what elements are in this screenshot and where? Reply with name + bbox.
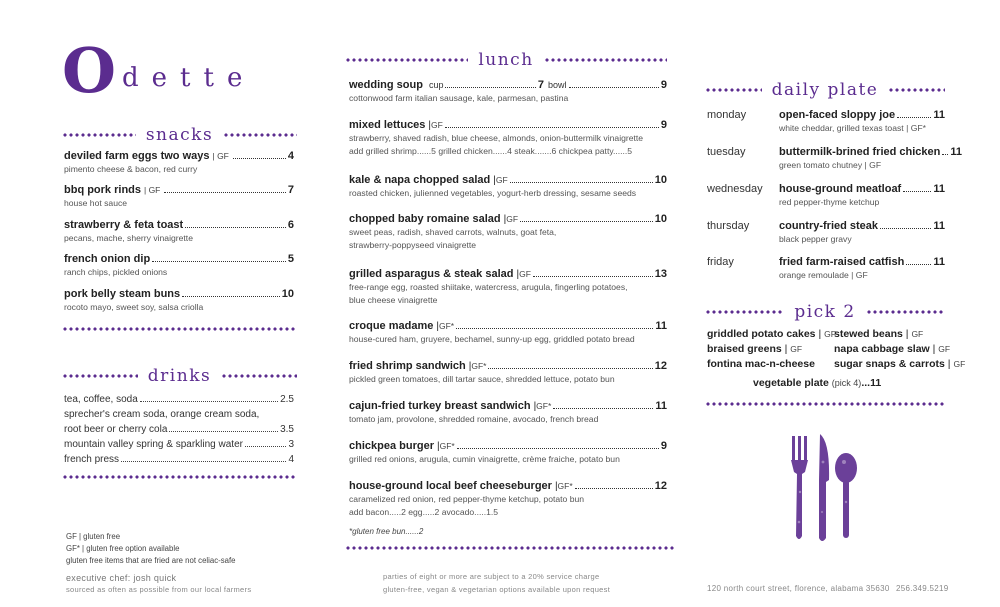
logo-rest: dette: [122, 63, 256, 93]
utensils-icon: [788, 432, 860, 546]
dot-leader: [140, 394, 278, 402]
drink-text: tea, coffee, soda: [64, 394, 138, 405]
drink-line: [64, 424, 294, 435]
lunch-item: [349, 213, 667, 251]
snack-name: pork belly steam buns: [64, 288, 181, 300]
daily-dish-price: 11: [933, 220, 945, 232]
daily-dish-name: buttermilk-brined fried chicken: [779, 146, 941, 158]
snack-item: [64, 253, 294, 278]
snack-description: ranch chips, pickled onions: [64, 267, 168, 277]
gf-badge: GF*: [471, 361, 487, 371]
lunch-line: [349, 268, 667, 280]
dot-leader: [152, 253, 286, 262]
dot-leader: [445, 79, 535, 88]
lunch-item-price: 13: [654, 268, 667, 280]
snack-name: strawberry & feta toast: [64, 219, 184, 231]
lunch-item-description: grilled red onions, arugula, cumin vinaigrette, crème fraiche, potato bun: [349, 454, 620, 464]
snack-description: house hot sauce: [64, 198, 128, 208]
lunch-item-price: 9: [660, 119, 667, 131]
snack-item: [64, 150, 294, 175]
chef-credit: executive chef: josh quick: [66, 573, 177, 583]
dot-leader: [520, 213, 653, 222]
lunch-item: [349, 268, 667, 306]
vegetable-plate-price: ...11: [861, 377, 882, 389]
dot-leader: [880, 220, 931, 229]
daily-line: [779, 183, 945, 195]
separator: |: [516, 269, 520, 280]
dot-leader: [456, 320, 653, 329]
separator: |: [944, 358, 954, 370]
side-dish: [707, 343, 802, 355]
lunch-item-name: fried shrimp sandwich: [349, 360, 466, 372]
dot-leader: [575, 480, 653, 489]
gf-badge: GF*: [557, 481, 573, 491]
daily-dish: [779, 256, 945, 281]
lunch-line: [349, 174, 667, 186]
logo: [62, 36, 255, 106]
snack-item: [64, 288, 294, 313]
daily-line: [779, 109, 945, 121]
drink-text: mountain valley spring & sparkling water: [64, 439, 243, 450]
side-dish-name: braised greens: [707, 343, 782, 355]
divider: [705, 309, 784, 315]
dot-leader: [488, 360, 652, 369]
side-dish-name: fontina mac-n-cheese: [707, 358, 815, 370]
lunch-item: [349, 79, 667, 104]
lunch-item-price: 12: [654, 480, 667, 492]
drink-line: [64, 439, 294, 450]
address: 120 north court street, florence, alabama 35630: [707, 584, 890, 593]
day-name: tuesday: [707, 146, 746, 158]
snack-description: pimento cheese & bacon, red curry: [64, 164, 198, 174]
snack-price: 6: [287, 219, 294, 231]
lunch-item-price: 12: [654, 360, 667, 372]
daily-dish: [779, 220, 945, 245]
cup-price: 7: [537, 79, 544, 91]
bowl-label: bowl: [547, 80, 567, 90]
daily-description-row: [779, 122, 945, 134]
daily-dish: [779, 109, 945, 134]
day-name: thursday: [707, 220, 750, 232]
lunch-line: [349, 119, 667, 131]
lunch-item-price: 11: [655, 320, 667, 332]
separator: |: [815, 328, 825, 340]
lunch-item-description: free-range egg, roasted shiitake, watercress, arugula, fingerling potatoes,: [349, 282, 628, 292]
dot-leader: [169, 424, 278, 432]
snack-line: [64, 150, 294, 162]
pick2-title: pick 2: [794, 302, 856, 322]
separator: |: [554, 481, 558, 492]
divider: [345, 57, 468, 63]
gf-badge: GF: [953, 359, 966, 369]
dot-leader: [457, 440, 659, 449]
side-dish-name: stewed beans: [834, 328, 903, 340]
gf-badge: GF: [495, 175, 508, 185]
vegetable-plate-label: vegetable plate: [753, 377, 829, 389]
lunch-item: [349, 360, 667, 385]
lunch-line: [349, 213, 667, 225]
gf-badge: GF: [911, 329, 924, 339]
lunch-item-description: strawberry, shaved radish, blue cheese, almonds, onion-buttermilk vinaigrette: [349, 133, 644, 143]
snack-name: french onion dip: [64, 253, 151, 265]
gf-badge: GF: [790, 344, 803, 354]
lunch-line: [349, 360, 667, 372]
lunch-item: [349, 320, 667, 345]
snack-name: bbq pork rinds: [64, 184, 141, 196]
lunch-item-name: house-ground local beef cheeseburger: [349, 480, 552, 492]
vegetable-plate: [753, 377, 881, 389]
lunch-line: [349, 480, 667, 492]
snack-line: [64, 253, 294, 265]
side-dish: [834, 328, 923, 340]
gf-badge: GF: [938, 344, 951, 354]
daily-dish-description: orange remoulade: [779, 270, 849, 280]
side-dish: [834, 358, 965, 370]
snack-description: rocoto mayo, sweet soy, salsa criolla: [64, 302, 204, 312]
gf-legend: [66, 531, 235, 567]
drink-line: [64, 454, 294, 465]
divider: [705, 87, 762, 93]
daily-row: [707, 109, 945, 141]
daily-plate-title: daily plate: [771, 80, 879, 100]
snack-price: 7: [287, 184, 294, 196]
lunch-line: [349, 79, 667, 91]
legend-gf: GF | gluten free: [66, 532, 121, 541]
lunch-item: [349, 440, 667, 465]
snack-price: 5: [287, 253, 294, 265]
divider: [221, 373, 297, 379]
separator: |: [428, 120, 432, 131]
divider: [62, 373, 138, 379]
side-dish-name: napa cabbage slaw: [834, 343, 930, 355]
daily-dish-name: open-faced sloppy joe: [779, 109, 896, 121]
lunch-item-price: 10: [654, 213, 667, 225]
gf-badge: GF: [855, 270, 868, 280]
lunch-item-description: pickled green tomatoes, dill tartar sauce, shredded lettuce, potato bun: [349, 374, 615, 384]
side-dish-name: sugar snaps & carrots: [834, 358, 945, 370]
daily-dish-name: fried farm-raised catfish: [779, 256, 905, 268]
daily-dish-price: 11: [933, 183, 945, 195]
lunch-item-name: grilled asparagus & steak salad: [349, 268, 514, 280]
lunch-item-description: cottonwood farm italian sausage, kale, parmesan, pastina: [349, 93, 569, 103]
daily-description-row: [779, 159, 945, 171]
legend-note: gluten free items that are fried are not celiac-safe: [66, 556, 236, 565]
daily-dish-price: 11: [950, 146, 963, 158]
day-name: friday: [707, 256, 734, 268]
daily-row: [707, 146, 963, 178]
lunch-item-name: mixed lettuces: [349, 119, 426, 131]
snack-item: [64, 184, 294, 209]
gluten-free-bun-note: *gluten free bun......2: [349, 527, 424, 536]
daily-dish-name: country-fried steak: [779, 220, 879, 232]
drinks-header: [62, 366, 297, 386]
daily-dish-price: 11: [933, 256, 945, 268]
separator: |: [468, 361, 472, 372]
dot-leader: [185, 219, 286, 228]
daily-plate-header: [705, 80, 945, 100]
gf-badge: GF: [869, 160, 882, 170]
dot-leader: [553, 400, 653, 409]
separator: |: [503, 214, 507, 225]
bowl-price: 9: [660, 79, 668, 91]
daily-row: [707, 183, 945, 215]
separator: |: [436, 441, 440, 452]
lunch-item-name: cajun-fried turkey breast sandwich: [349, 400, 531, 412]
separator: |: [781, 343, 791, 355]
lunch-item-name: chopped baby romaine salad: [349, 213, 501, 225]
drink-price: 2.5: [280, 394, 294, 405]
gf-badge: | GF: [212, 151, 229, 161]
daily-dish: [779, 146, 963, 171]
sourced-note: sourced as often as possible from our local farmers: [66, 585, 252, 594]
lunch-item: [349, 119, 667, 157]
lunch-line: [349, 400, 667, 412]
lunch-item-name: chickpea burger: [349, 440, 434, 452]
lunch-item-description: strawberry-poppyseed vinaigrette: [349, 240, 477, 250]
logo-initial: O: [62, 34, 117, 107]
dot-leader: [510, 174, 653, 183]
side-dish-name: griddled potato cakes: [707, 328, 816, 340]
lunch-item: [349, 174, 667, 199]
daily-dish-name: house-ground meatloaf: [779, 183, 902, 195]
lunch-item-description: house-cured ham, gruyere, bechamel, sunny-up egg, griddled potato bread: [349, 334, 635, 344]
daily-description-row: [779, 269, 945, 281]
gf-badge: GF: [824, 329, 836, 339]
separator: |: [436, 321, 439, 332]
dot-leader: [121, 454, 286, 462]
dot-leader: [233, 150, 286, 159]
dot-leader: [182, 288, 280, 297]
lunch-item: [349, 480, 667, 518]
drink-text: sprecher's cream soda, orange cream soda,: [64, 409, 260, 420]
lunch-item-description: add grilled shrimp......5 grilled chicken......4 steak.......6 chickpea patty......5: [349, 146, 633, 156]
divider: [544, 57, 667, 63]
daily-dish: [779, 183, 945, 208]
dot-leader: [897, 109, 931, 118]
lunch-item: [349, 400, 667, 425]
daily-row: [707, 256, 945, 288]
daily-dish-description: black pepper gravy: [779, 234, 852, 244]
dot-leader: [245, 439, 286, 447]
divider: [888, 87, 945, 93]
daily-dish-price: 11: [933, 109, 945, 121]
day-name: monday: [707, 109, 747, 121]
dot-leader: [906, 256, 931, 265]
separator: |: [862, 160, 870, 170]
lunch-item-description: blue cheese vinaigrette: [349, 295, 438, 305]
drink-price: 3.5: [280, 424, 294, 435]
side-dish: [834, 343, 950, 355]
divider: [705, 401, 945, 407]
gf-badge: GF*: [439, 441, 455, 451]
dot-leader: [569, 79, 659, 88]
gf-badge: GF: [506, 214, 519, 224]
drinks-title: drinks: [147, 366, 212, 386]
lunch-item-price: 9: [660, 440, 667, 452]
lunch-item-description: add bacon.....2 egg.....2 avocado.....1.5: [349, 507, 499, 517]
lunch-item-description: sweet peas, radish, shaved carrots, walnuts, goat feta,: [349, 227, 557, 237]
separator: |: [848, 270, 856, 280]
snack-price: 10: [281, 288, 294, 300]
options-note: gluten-free, vegan & vegetarian options available upon request: [383, 585, 611, 594]
snack-line: [64, 184, 294, 196]
drink-text: french press: [64, 454, 120, 465]
dot-leader: [903, 183, 931, 192]
lunch-item-description: tomato jam, provolone, shredded romaine, avocado, french bread: [349, 414, 599, 424]
dot-leader: [445, 119, 659, 128]
dot-leader: [164, 184, 286, 193]
lunch-item-name: wedding soup: [349, 79, 423, 91]
divider: [62, 326, 297, 332]
daily-dish-description: red pepper-thyme ketchup: [779, 197, 880, 207]
divider: [866, 309, 945, 315]
lunch-item-price: 11: [655, 400, 667, 412]
lunch-item-price: 10: [654, 174, 667, 186]
lunch-header: [345, 50, 667, 70]
gf-badge: GF: [431, 120, 443, 130]
divider: [223, 132, 297, 138]
separator: |: [493, 175, 496, 186]
lunch-item-description: roasted chicken, julienned vegetables, yogurt-herb dressing, sesame seeds: [349, 188, 637, 198]
day-name: wednesday: [707, 183, 763, 195]
snack-line: [64, 219, 294, 231]
drink-price: 3: [288, 439, 294, 450]
legend-gf-star: GF* | gluten free option available: [66, 544, 180, 553]
separator: |: [902, 328, 912, 340]
drink-price: 4: [288, 454, 294, 465]
separator: |: [929, 343, 939, 355]
party-note: parties of eight or more are subject to a 20% service charge: [383, 572, 600, 581]
cup-label: cup: [428, 80, 444, 90]
pick2-header: [705, 302, 945, 322]
lunch-item-name: croque madame: [349, 320, 434, 332]
gf-badge: GF*: [910, 123, 926, 133]
snack-price: 4: [287, 150, 294, 162]
side-dish: [707, 328, 836, 340]
dot-leader: [942, 146, 948, 155]
snack-item: [64, 219, 294, 244]
gf-badge: GF*: [438, 321, 455, 331]
daily-description-row: [779, 233, 945, 245]
phone: 256.349.5219: [896, 584, 949, 593]
snacks-header: [62, 125, 297, 145]
lunch-title: lunch: [478, 50, 534, 70]
snack-name: deviled farm eggs two ways: [64, 150, 210, 162]
daily-dish-description: white cheddar, grilled texas toast: [779, 123, 904, 133]
dot-leader: [533, 268, 653, 277]
gf-badge: GF: [519, 269, 531, 279]
side-dish: [707, 358, 815, 370]
snacks-title: snacks: [145, 125, 214, 145]
snack-description: pecans, mache, sherry vinaigrette: [64, 233, 193, 243]
lunch-item-description: caramelized red onion, red pepper-thyme ketchup, potato bun: [349, 494, 585, 504]
drink-line: [64, 394, 294, 405]
daily-line: [779, 146, 963, 158]
lunch-line: [349, 320, 667, 332]
separator: |: [533, 401, 537, 412]
snack-line: [64, 288, 294, 300]
daily-description-row: [779, 196, 945, 208]
vegetable-plate-note: (pick 4): [831, 378, 862, 388]
daily-line: [779, 256, 945, 268]
lunch-line: [349, 440, 667, 452]
drink-text: root beer or cherry cola: [64, 424, 168, 435]
separator: |: [903, 123, 911, 133]
gf-badge: | GF: [144, 185, 161, 195]
divider: [345, 545, 675, 551]
divider: [62, 474, 297, 480]
daily-dish-description: green tomato chutney: [779, 160, 863, 170]
lunch-item-name: kale & napa chopped salad: [349, 174, 491, 186]
drink-line: [64, 409, 294, 420]
gf-badge: GF*: [536, 401, 552, 411]
daily-row: [707, 220, 945, 252]
divider: [62, 132, 136, 138]
daily-line: [779, 220, 945, 232]
